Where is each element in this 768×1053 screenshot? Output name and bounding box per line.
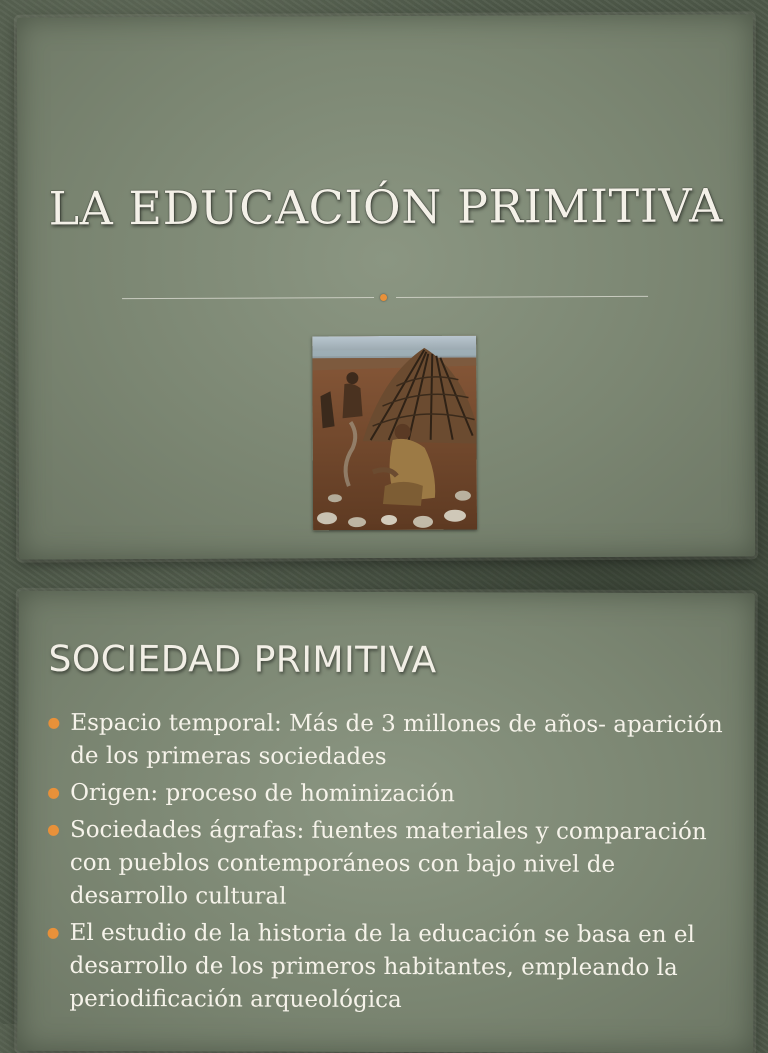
title-slide [17, 14, 755, 559]
bullet-dot-icon [48, 825, 59, 836]
bullet-item [48, 777, 728, 812]
bullet-text: Sociedades ágrafas: fuentes materiales y comparación con pueblos contemporáneos con bajo nivel de desarrollo cultural [69, 816, 707, 910]
bullet-text: Origen: proceso de hominización [70, 779, 455, 808]
divider-line-left [122, 297, 374, 299]
bullet-item [48, 814, 728, 915]
divider-dot [380, 294, 387, 301]
title-divider [122, 296, 648, 300]
divider-line-right [396, 296, 648, 298]
content-slide [17, 591, 755, 1053]
bullet-item [48, 707, 728, 775]
bullet-list [47, 707, 728, 1022]
bullet-dot-icon [48, 788, 59, 799]
bullet-text: El estudio de la historia de la educación se basa en el desarrollo de los primeros habitantes, empleando la periodificación arqueológica [69, 919, 695, 1014]
bullet-dot-icon [48, 928, 59, 939]
slide-title: LA EDUCACIÓN PRIMITIVA [48, 178, 723, 236]
section-title: SOCIEDAD PRIMITIVA [48, 638, 437, 682]
bullet-dot-icon [48, 718, 59, 729]
bullet-item [47, 917, 727, 1018]
bullet-text: Espacio temporal: Más de 3 millones de años- aparición de los primeras sociedades [70, 709, 723, 771]
prehistoric-hut-image [312, 336, 477, 531]
